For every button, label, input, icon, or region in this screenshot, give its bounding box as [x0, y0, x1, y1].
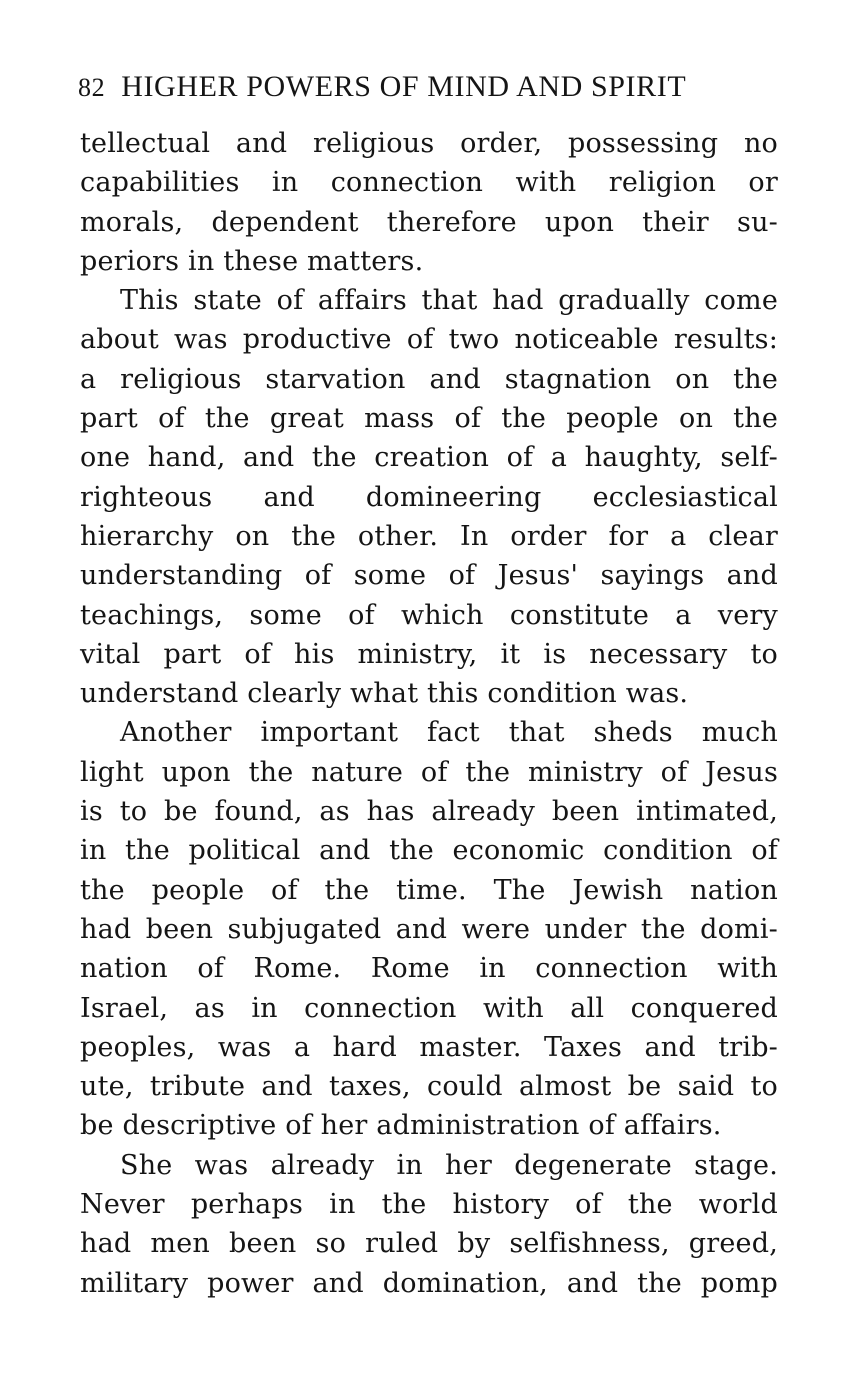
text-line: about was productive of two noticeable results:	[80, 324, 778, 356]
text-line: had been subjugated and were under the domi-	[80, 913, 778, 945]
text-line: is to be found, as has already been intimated,	[80, 796, 778, 828]
text-line: capabilities in connection with religion or	[80, 167, 778, 199]
body-text	[80, 124, 778, 1303]
text-line: teachings, some of which constitute a very	[80, 599, 778, 631]
text-line: morals, dependent therefore upon their su-	[80, 206, 778, 238]
text-line: tellectual and religious order, possessing no	[80, 128, 778, 159]
text-line: understanding of some of Jesus' sayings and	[80, 560, 778, 592]
text-line: hierarchy on the other. In order for a clear	[80, 520, 778, 552]
running-head	[78, 70, 778, 110]
text-line: periors in these matters.	[80, 245, 424, 277]
text-line: righteous and domineering ecclesiastical	[80, 481, 778, 513]
text-line: light upon the nature of the ministry of Jesus	[80, 756, 778, 788]
paragraph-3	[80, 713, 778, 1145]
running-title: HIGHER POWERS OF MIND AND SPIRIT	[121, 70, 687, 103]
text-line: one hand, and the creation of a haughty, self-	[80, 442, 778, 474]
paragraph-1	[80, 124, 778, 281]
text-line: ute, tribute and taxes, could almost be said to	[80, 1071, 778, 1103]
text-line: understand clearly what this condition was.	[80, 678, 689, 710]
text-line: be descriptive of her administration of affairs.	[80, 1110, 722, 1142]
paragraph-2	[80, 281, 778, 713]
text-line: She was already in her degenerate stage.	[120, 1149, 778, 1181]
text-line: This state of affairs that had gradually come	[120, 285, 778, 317]
text-line: vital part of his ministry, it is necessary to	[80, 638, 778, 670]
page-number: 82	[78, 73, 106, 102]
text-line: Israel, as in connection with all conquered	[80, 992, 778, 1024]
text-line: the people of the time. The Jewish nation	[80, 874, 778, 906]
text-line: Never perhaps in the history of the world	[80, 1189, 778, 1221]
text-line: part of the great mass of the people on the	[80, 403, 778, 435]
text-line: Another important fact that sheds much	[120, 717, 778, 749]
text-line: in the political and the economic condition of	[80, 835, 778, 867]
text-line: a religious starvation and stagnation on the	[80, 363, 778, 395]
paragraph-4	[80, 1146, 778, 1303]
text-line: peoples, was a hard master. Taxes and trib-	[80, 1031, 778, 1063]
text-line: military power and domination, and the pomp	[80, 1267, 778, 1299]
text-line: had men been so ruled by selfishness, greed,	[80, 1228, 778, 1260]
text-line: nation of Rome. Rome in connection with	[80, 953, 778, 985]
